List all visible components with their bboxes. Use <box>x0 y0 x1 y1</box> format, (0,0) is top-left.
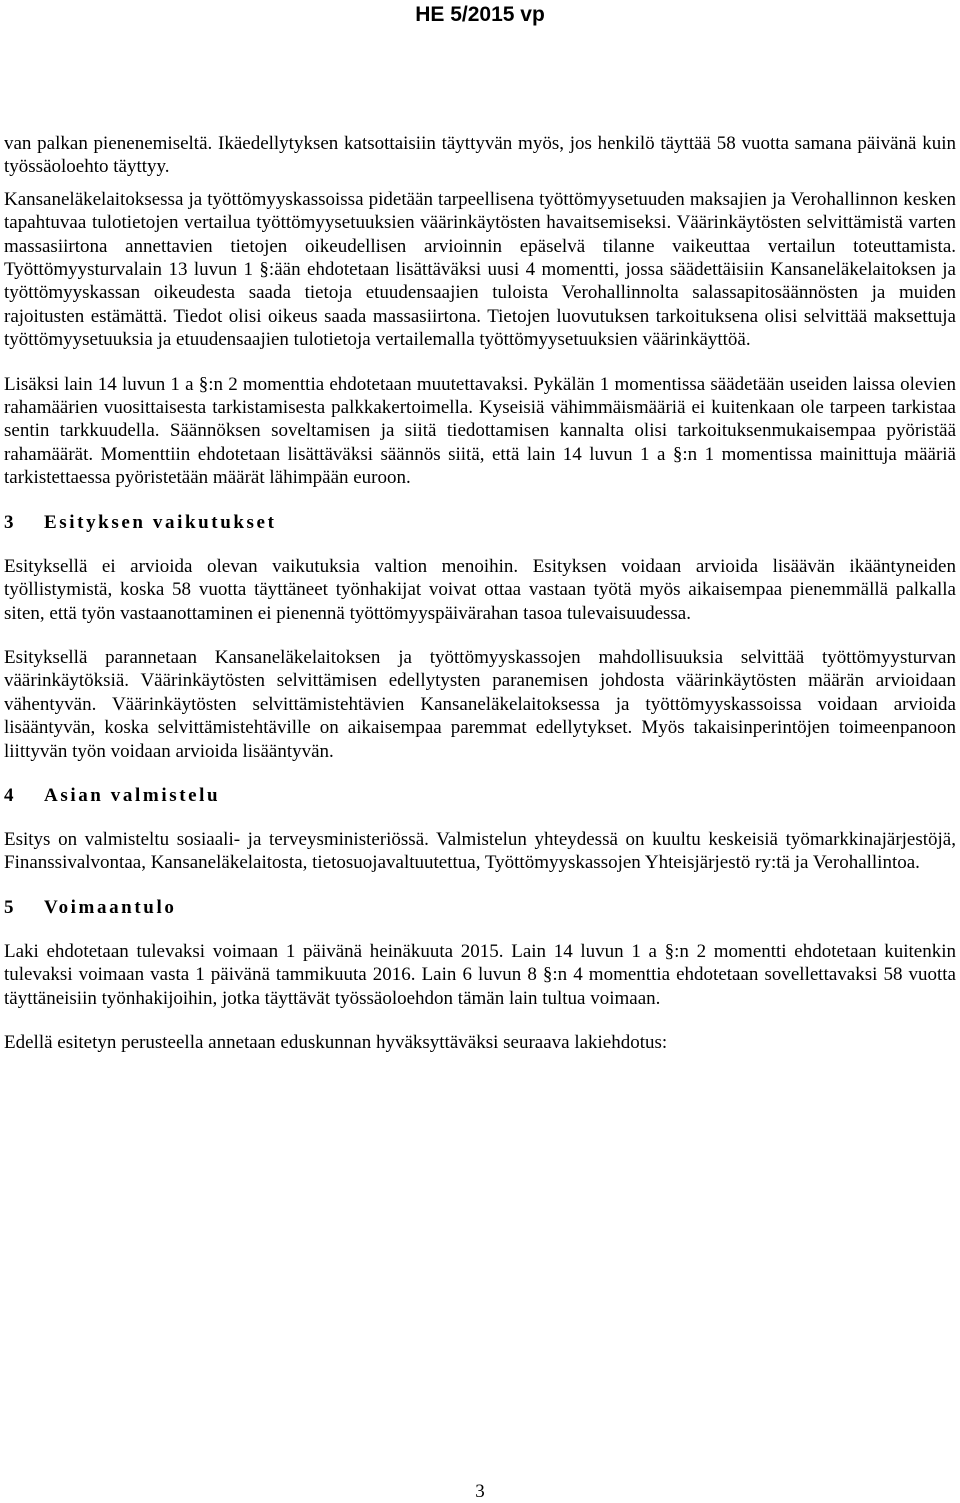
section-number: 5 <box>4 896 14 918</box>
section-heading-4 <box>4 784 956 808</box>
section-number: 4 <box>4 784 14 806</box>
section-heading-5 <box>4 896 956 920</box>
section-title: Voimaantulo <box>44 896 177 918</box>
section-number: 3 <box>4 511 14 533</box>
paragraph-7: Laki ehdotetaan tulevaksi voimaan 1 päivänä heinäkuuta 2015. Lain 14 luvun 1 a §:n 2 momentti ehdotetaan kuitenkin tulevaksi voimaan vasta 1 päivänä tammikuuta 2016. Lain 6 luvun 8 §:n 4 momenttia ehdotetaan sovellettavaksi 58 vuotta täyttäneisiin työnhakijoihin, jotka täyttävät työssäoloehdon tämän lain tultua voimaan. <box>4 940 956 1009</box>
paragraph-1: van palkan pienenemiseltä. Ikäedellytyksen katsottaisiin täyttyvän myös, jos henkilö täyttää 58 vuotta samana päivänä kuin työssäoloehto täyttyy. <box>4 133 956 178</box>
document-body <box>4 132 956 1075</box>
paragraph-5: Esityksellä parannetaan Kansaneläkelaitoksen ja työttömyyskassojen mahdollisuuksia selvittää työttömyysturvan väärinkäytöksiä. Väärinkäytösten selvittämisen edellytysten paranemisen johdosta väärinkäytösten määrän arvioidaan vähentyvän. Väärinkäytösten selvittämistehtävien Kansaneläkelaitoksessa ja työttömyyskassoissa voidaan arvioida lisääntyvän, koska selvittämistehtäville on aikaisempaa paremmat edellytykset. Myös takaisinperintöjen toimeenpanoon liittyvän työn voidaan arvioida lisääntyvän. <box>4 646 956 762</box>
section-title: Asian valmistelu <box>44 784 221 806</box>
document-id: HE 5/2015 vp <box>415 3 545 26</box>
paragraph-6: Esitys on valmisteltu sosiaali- ja terveysministeriössä. Valmistelun yhteydessä on kuultu keskeisiä työmarkkinajärjestöjä, Finanssivalvontaa, Kansaneläkelaitosta, tietosuojavaltuutettua, Työttömyyskassojen Yhteisjärjestö ry:tä ja Verohallintoa. <box>4 828 956 874</box>
page-number: 3 <box>475 1481 485 1502</box>
section-title: Esityksen vaikutukset <box>44 511 277 533</box>
section-heading-3 <box>4 511 956 535</box>
paragraph-3: Lisäksi lain 14 luvun 1 a §:n 2 momenttia ehdotetaan muutettavaksi. Pykälän 1 momentissa säädetään useiden laissa olevien rahamäärien vuosittaisesta tarkistamisesta palkkakertoimella. Kyseisiä vähimmäismääriä ei kuitenkaan ole tarpeen tarkistaa sentin tarkkuudella. Säännöksen soveltamisen ja siitä tiedottamisen kannalta olisi tarkoituksenmukaisempaa pyöristää rahamäärät. Momenttiin ehdotetaan lisättäväksi säännös siitä, että lain 14 luvun 1 a §:n 1 momentissa mainittuja määriä tarkistettaessa pyöristetään määrät lähimpään euroon. <box>4 373 956 489</box>
paragraph-4: Esityksellä ei arvioida olevan vaikutuksia valtion menoihin. Esityksen voidaan arvioida lisäävän ikääntyneiden työllistymistä, koska 58 vuotta täyttäneet työnhakijat voivat ottaa vastaan työtä myös aikaisempaa pienemmällä palkalla siten, että työn vastaanottaminen ei pienennä työttömyyspäivärahan tasoa tulevaisuudessa. <box>4 555 956 624</box>
paragraph-2: Kansaneläkelaitoksessa ja työttömyyskassoissa pidetään tarpeellisena työttömyysetuuden maksajien ja Verohallinnon kesken tapahtuvaa tulotietojen vertailua työttömyysetuuksien väärinkäytösten havaitsemiseksi. Väärinkäytösten selvittämistä varten massasiirtona annettavien tietojen oikeudellisen arvioinnin epäselvä tilanne vaikeuttaa vertailun toteuttamista. Työttömyysturvalain 13 luvun 1 §:ään ehdotetaan lisättäväksi uusi 4 momentti, jossa säädettäisiin Kansaneläkelaitoksen ja työttömyyskassan oikeudesta saada tietoja etuudensaajien tuloista Verohallinnolta salassapitosäännösten ja muiden rajoitusten estämättä. Tiedot olisi oikeus saada massasiirtona. Tietojen luovutuksen tarkoituksena olisi selvittää maksettuja työttömyysetuuksia ja etuudensaajien tulotietoja vertailemalla työttömyysetuuksien väärinkäyttöä. <box>4 188 956 351</box>
document-header <box>0 2 960 28</box>
paragraph-8: Edellä esitetyn perusteella annetaan eduskunnan hyväksyttäväksi seuraava lakiehdotus: <box>4 1031 668 1053</box>
